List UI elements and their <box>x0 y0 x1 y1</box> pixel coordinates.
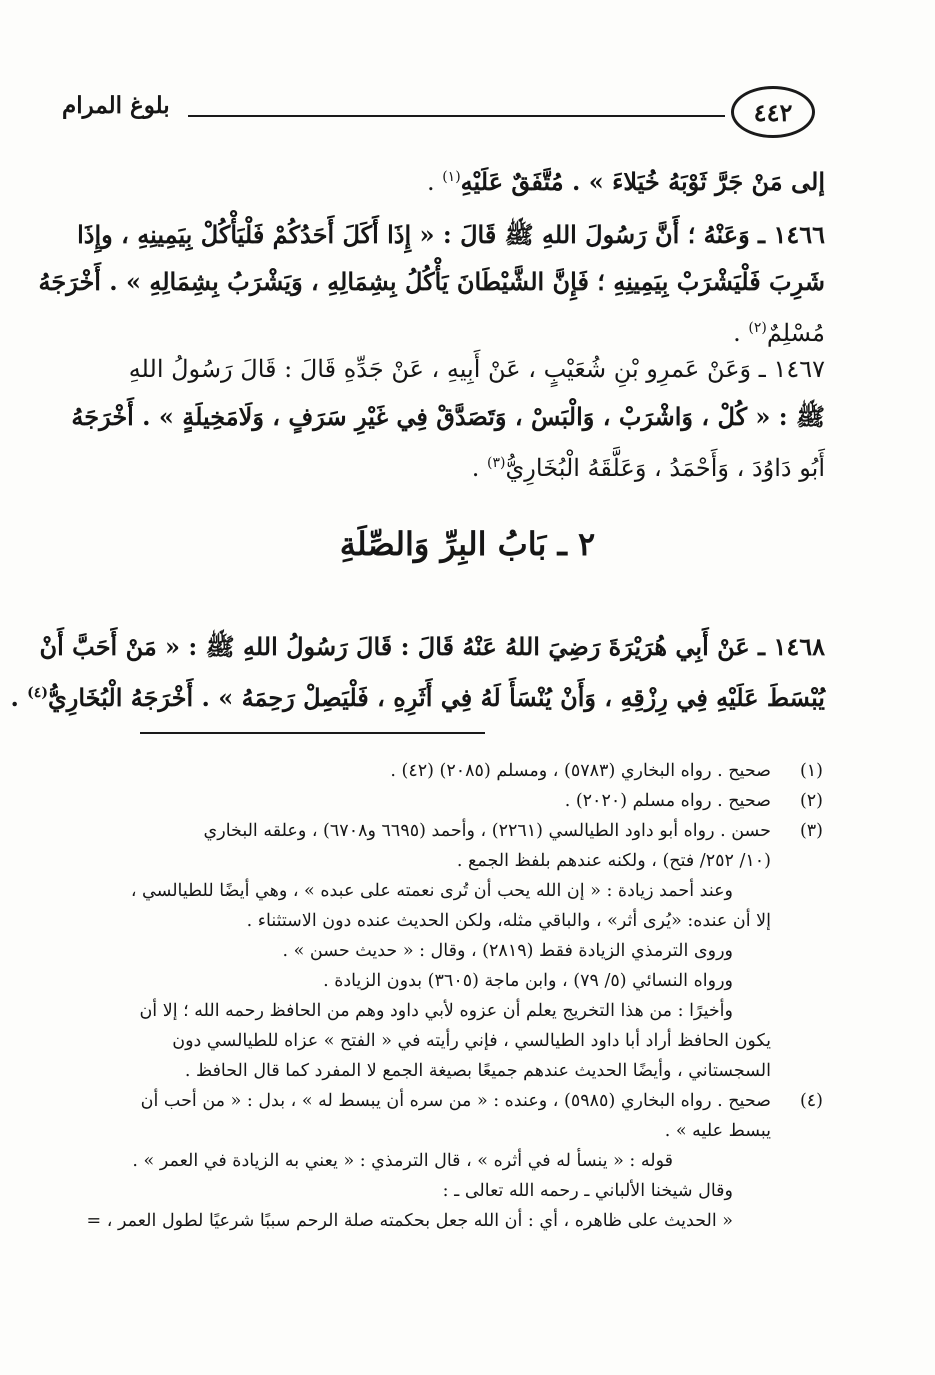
footnote-text: وقال شيخنا الألباني ـ رحمه الله تعالى ـ : <box>442 1181 733 1201</box>
footnote-4-line <box>65 1206 823 1236</box>
paragraph-continuation <box>65 154 825 201</box>
footnote-text: وأخيرًا : من هذا التخريج يعلم أن عزوه لأبي داود وهم من الحافظ رحمه الله ؛ إلا أن <box>139 1001 733 1021</box>
page-number <box>731 86 815 138</box>
text-line: ١٤٦٦ ـ وَعَنْهُ ؛ أَنَّ رَسُولَ اللهِ ﷺ قَالَ : « إِذَا أَكَلَ أَحَدُكُمْ فَلْيَأْكُلْ بِيَمِينِهِ ، وإِذَا <box>77 220 825 249</box>
footnote-1 <box>65 756 823 786</box>
footnote-3-line <box>65 936 823 966</box>
text-line: ١٤٦٧ ـ وَعَنْ عَمرِو بْنِ شُعَيْبٍ ، عَنْ أَبِيهِ ، عَنْ جَدِّهِ قَالَ : قَالَ رَسُولُ اللهِ <box>128 355 825 383</box>
text-line <box>10 670 825 717</box>
footnote-ref: (١) <box>442 169 461 185</box>
footnote-text: صحيح . رواه مسلم (٢٠٢٠) . <box>564 791 771 811</box>
hadith-1466 <box>38 211 825 352</box>
footnote-number: (٤) <box>799 1091 823 1111</box>
footnote-4-line <box>65 1146 823 1176</box>
footnote-text: وعند أحمد زيادة : « إن الله يحب أن تُرى نعمته على عبده » ، وهي أيضًا للطيالسي ، <box>130 881 733 901</box>
footnote-3-line <box>65 846 823 876</box>
footnote-text: صحيح . رواه البخاري (٥٩٨٥) ، وعنده : « من سره أن يبسط له » ، بدل : « من أحب أن <box>140 1091 771 1111</box>
footnote-3-line <box>65 906 823 936</box>
footnote-text: (١٠/ ٢٥٢/ فتح) ، ولكنه عندهم بلفظ الجمع . <box>456 851 771 871</box>
footnote-text: قوله : « ينسأ له في أثره » ، قال الترمذي : « يعني به الزيادة في العمر » . <box>132 1151 673 1171</box>
footnote-text: يكون الحافظ أراد أبا داود الطيالسي ، فإني رأيته في « الفتح » عزاه للطيالسي دون <box>172 1031 771 1051</box>
text-line <box>65 440 825 487</box>
line-text: إلى مَنْ جَرَّ ثَوْبَهُ خُيَلاءَ » . مُتَّفَقٌ عَلَيْهِ <box>460 167 825 196</box>
footnote-3-line <box>65 1026 823 1056</box>
chapter-heading: ٢ ـ بَابُ البِرِّ وَالصِّلَةِ <box>339 525 596 563</box>
footnote-text: يبسط عليه » . <box>664 1121 771 1141</box>
line-end: . <box>426 168 443 196</box>
footnote-ref: (٢) <box>748 320 767 336</box>
hadith-1467 <box>65 346 825 487</box>
line-end: . <box>733 319 749 347</box>
footnote-4-line <box>65 1116 823 1146</box>
footnote-text: إلا أن عنده: «يُرى أثر» ، والباقي مثله، ولكن الحديث عنده دون الاستثناء . <box>246 911 771 931</box>
footnote-3-line <box>65 876 823 906</box>
footnotes <box>65 756 823 1236</box>
text-line: ١٤٦٨ ـ عَنْ أَبِي هُرَيْرَةَ رَضِيَ اللهُ عَنْهُ قَالَ : قَالَ رَسُولُ اللهِ ﷺ : « مَنْ أَحَبَّ أَنْ <box>39 632 825 661</box>
line-text: مُسْلِمٌ <box>766 319 825 347</box>
footnote-3-line <box>65 996 823 1026</box>
text-line <box>65 305 825 352</box>
footnote-4 <box>65 1086 823 1116</box>
book-title: بلوغ المرام <box>62 92 170 119</box>
hadith-1468 <box>10 623 825 717</box>
footnote-3 <box>65 816 823 846</box>
line-text: يُبْسَطَ عَلَيْهِ فِي رِزْقِهِ ، وَأَنْ يُنْسَأَ لَهُ فِي أَثَرِهِ ، فَلْيَصِلْ رَحِمَهُ » . أَخْرَجَهُ الْبُخَارِيُّ <box>47 683 825 712</box>
footnote-ref: (٤) <box>27 685 48 701</box>
text-line <box>65 154 825 201</box>
footnote-3-line <box>65 1056 823 1086</box>
footnote-number: (٢) <box>799 791 823 811</box>
footnote-number: (٣) <box>799 821 823 841</box>
footnote-text: السجستاني ، وأيضًا الحديث عندهم جميعًا بصيغة الجمع لا المفرد كما قال الحافظ . <box>184 1061 771 1081</box>
footnote-number: (١) <box>799 761 823 781</box>
text-line: شَرِبَ فَلْيَشْرَبْ بِيَمِينِهِ ؛ فَإِنَّ الشَّيْطَانَ يَأْكُلُ بِشِمَالِهِ ، وَيَشْرَبُ بِشِمَالِهِ » . أَخْرَجَهُ <box>38 267 825 296</box>
page-number-text: ٤٤٢ <box>753 97 793 127</box>
footnote-text: حسن . رواه أبو داود الطيالسي (٢٢٦١) ، وأحمد (٦٦٩٥ و٦٧٠٨) ، وعلقه البخاري <box>203 821 771 841</box>
line-text: أَبُو دَاوُدَ ، وَأَحْمَدُ ، وَعَلَّقَهُ الْبُخَارِيُّ <box>505 454 825 482</box>
footnote-rule <box>140 732 485 734</box>
footnote-text: وروى الترمذي الزيادة فقط (٢٨١٩) ، وقال : « حديث حسن » . <box>282 941 733 961</box>
footnote-3-line <box>65 966 823 996</box>
line-end: . <box>10 683 28 712</box>
footnote-4-line <box>65 1176 823 1206</box>
footnote-2 <box>65 786 823 816</box>
footnote-text: ورواه النسائي (٥/ ٧٩) ، وابن ماجة (٣٦٠٥) بدون الزيادة . <box>323 971 733 991</box>
line-end: . <box>471 454 488 482</box>
text-line: ﷺ : « كُلْ ، وَاشْرَبْ ، وَالْبَسْ ، وَتَصَدَّقْ فِي غَيْرِ سَرَفٍ ، وَلَامَخِيلَةٍ » . أَخْرَجَهُ <box>71 402 825 431</box>
footnote-text: صحيح . رواه البخاري (٥٧٨٣) ، ومسلم (٢٠٨٥) (٤٢) . <box>390 761 771 781</box>
footnote-ref: (٣) <box>487 455 506 471</box>
header-rule <box>188 115 725 117</box>
footnote-text: « الحديث على ظاهره ، أي : أن الله جعل بحكمته صلة الرحم سببًا شرعيًا لطول العمر ، = <box>86 1211 733 1231</box>
